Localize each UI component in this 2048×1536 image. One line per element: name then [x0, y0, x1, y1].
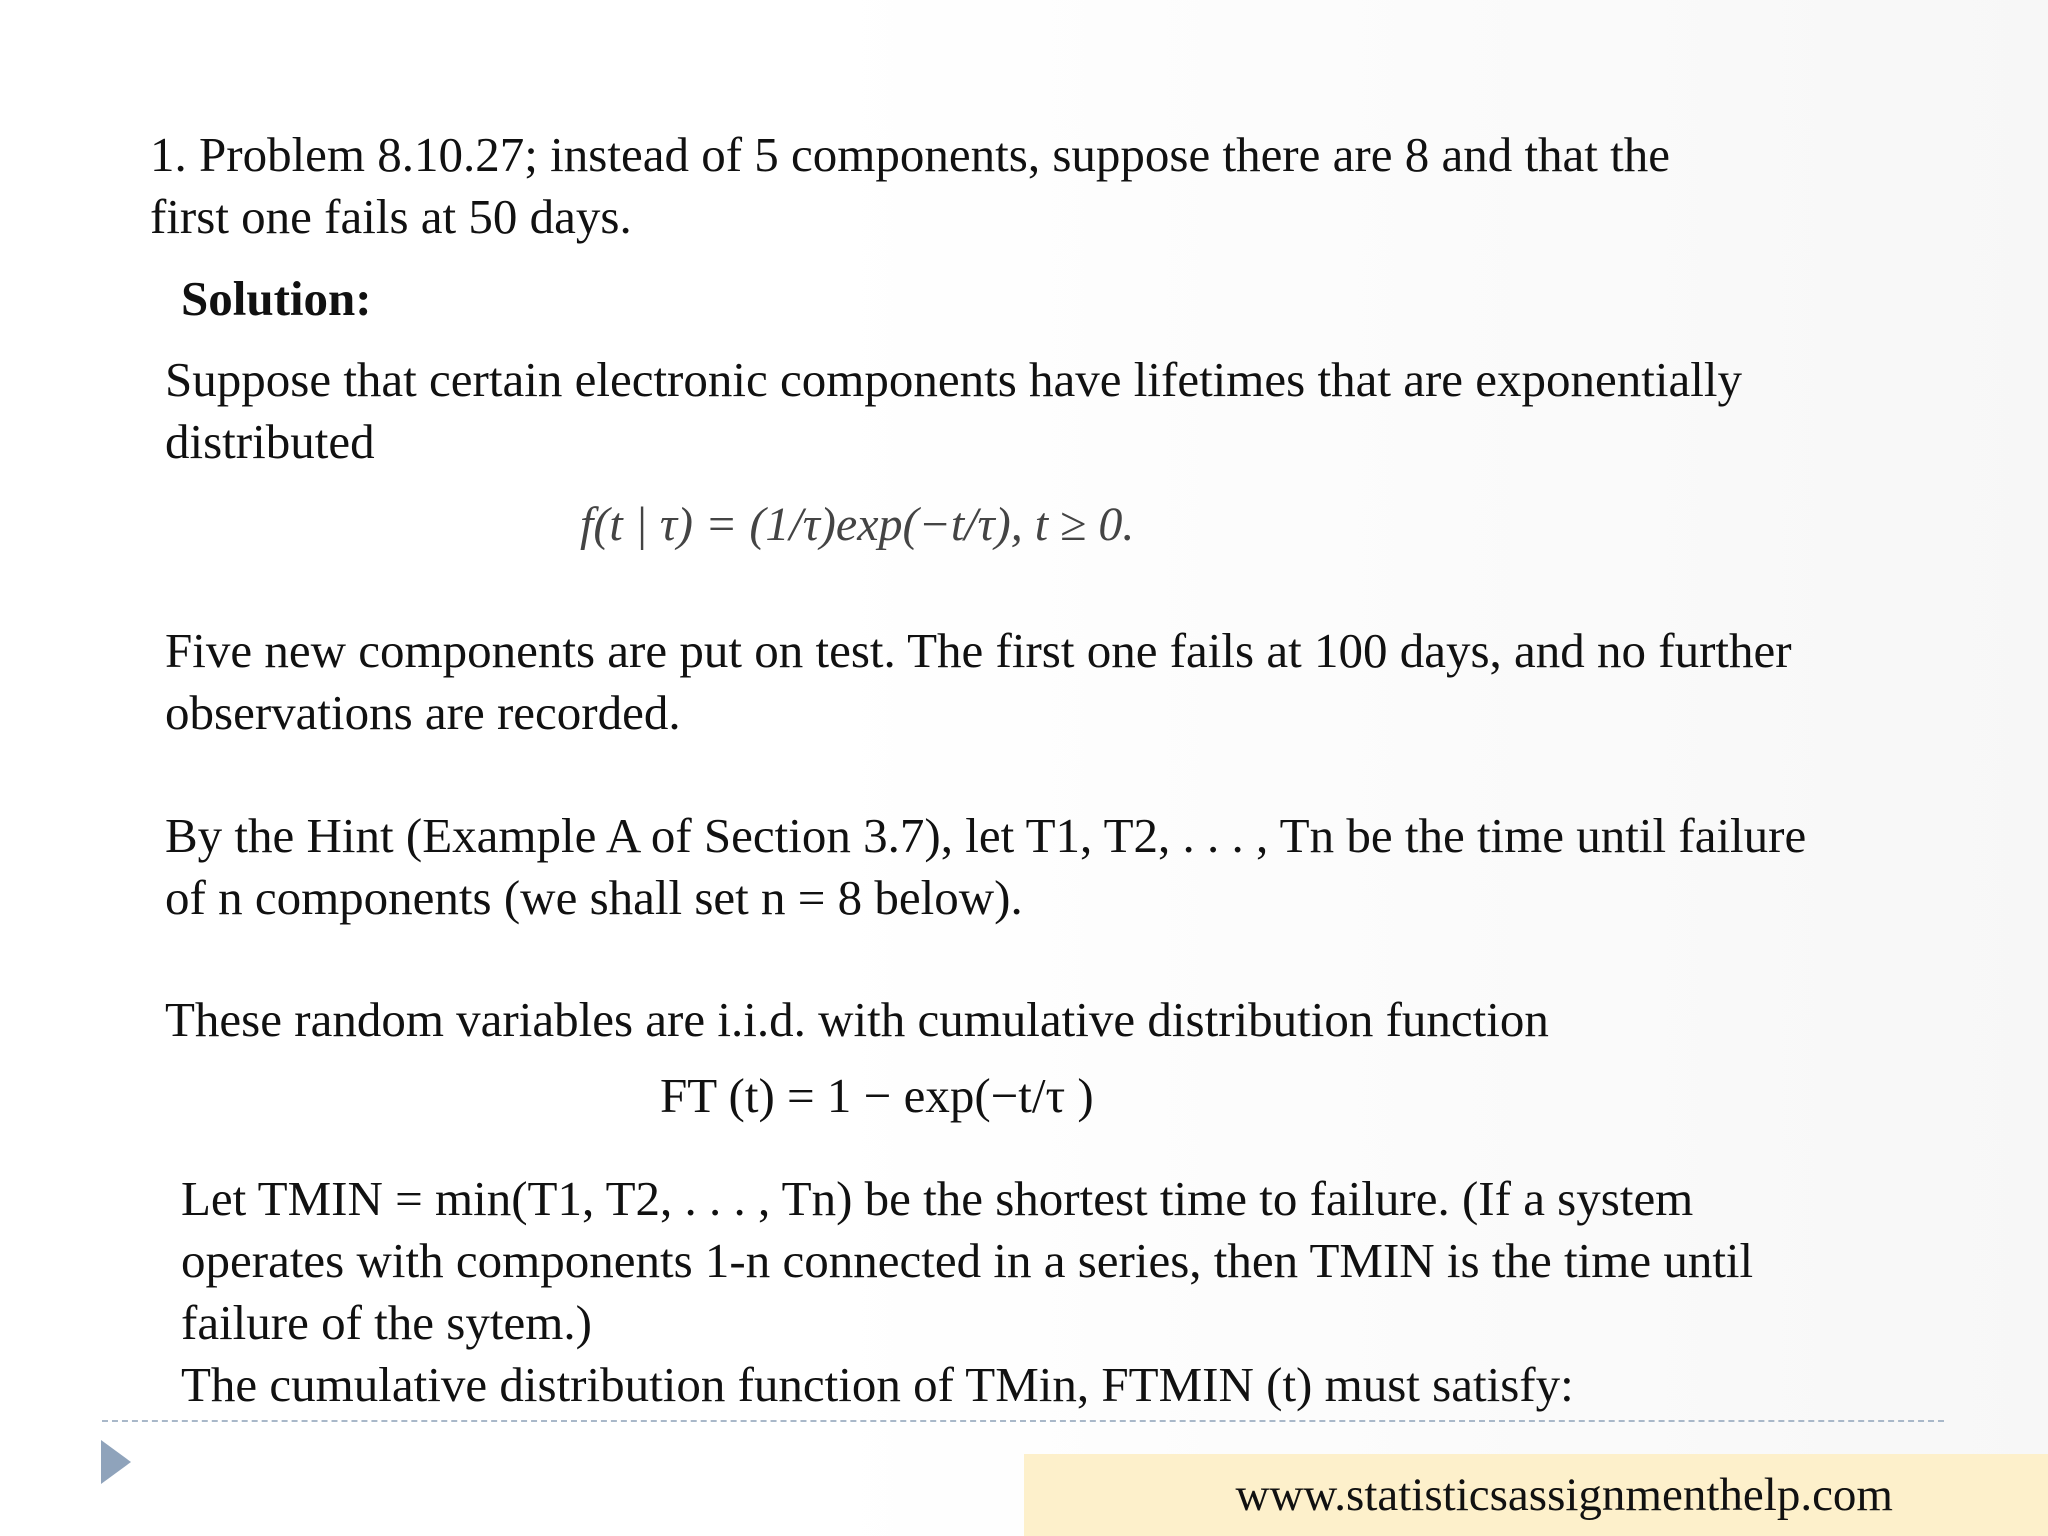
footer-band — [1024, 1454, 2048, 1536]
test-line-2: observations are recorded. — [165, 685, 681, 740]
solution-heading: Solution: — [181, 271, 372, 326]
triangle-bullet-icon — [101, 1440, 131, 1484]
cdf-formula: FT (t) = 1 − exp(−t/τ ) — [660, 1068, 1094, 1123]
tmin-line-1: Let TMIN = min(T1, T2, . . . , Tn) be the shortest time to failure. (If a system — [181, 1171, 1694, 1226]
density-formula: f(t | τ) = (1/τ)exp(−t/τ), t ≥ 0. — [580, 498, 1135, 551]
hint-line-1: By the Hint (Example A of Section 3.7), let T1, T2, . . . , Tn be the time until failure — [165, 808, 1807, 863]
tmin-line-3: failure of the sytem.) — [181, 1295, 592, 1350]
test-line-1: Five new components are put on test. The first one fails at 100 days, and no further — [165, 623, 1792, 678]
hint-line-2: of n components (we shall set n = 8 below). — [165, 870, 1023, 925]
tmin-line-4: The cumulative distribution function of TMin, FTMIN (t) must satisfy: — [181, 1357, 1574, 1412]
intro-line-1: Suppose that certain electronic components have lifetimes that are exponentially — [165, 352, 1742, 407]
footer-divider — [102, 1420, 1944, 1422]
footer-url: www.statisticsassignmenthelp.com — [1235, 1469, 1893, 1521]
intro-line-2: distributed — [165, 414, 375, 469]
problem-line-1: 1. Problem 8.10.27; instead of 5 components, suppose there are 8 and that the — [150, 127, 1671, 182]
tmin-line-2: operates with components 1-n connected in a series, then TMIN is the time until — [181, 1233, 1754, 1288]
iid-text: These random variables are i.i.d. with cumulative distribution function — [165, 992, 1549, 1047]
problem-line-2: first one fails at 50 days. — [150, 189, 632, 244]
